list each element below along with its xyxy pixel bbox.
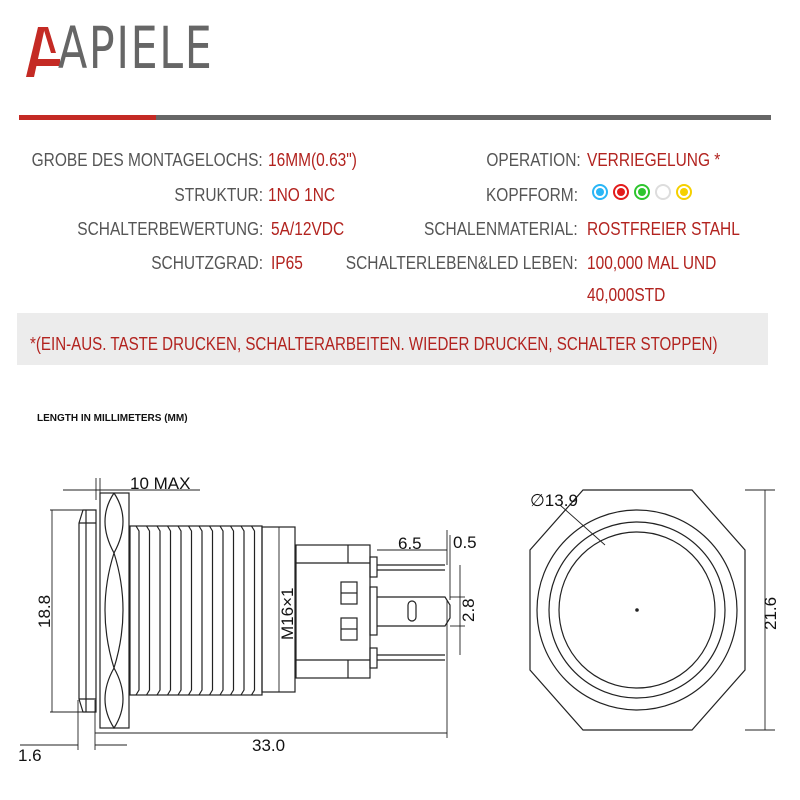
front-view [530,490,780,730]
spec-value-operation: VERRIEGELUNG * [587,150,721,170]
dim-hex: 21.6 [761,596,780,630]
threaded-body [130,526,262,695]
spec-value-shell-material: ROSTFREIER STAHL [587,219,740,239]
spec-label-protection: SCHUTZGRAD: [151,253,263,273]
thread-ridge [231,526,234,695]
spec-value-life-led: 40,000STD [587,285,666,305]
thread-ridge [178,526,181,695]
thread-ridge [252,526,255,695]
thread-ridge [210,526,213,695]
dim-head-diameter: 18.8 [35,594,54,628]
hex-nut [100,493,129,728]
spec-label-hole-size: GROBE DES MONTAGELOCHS: [31,150,263,170]
spec-label-rating: SCHALTERBEWERTUNG: [76,219,263,239]
operation-note: *(EIN-AUS. TASTE DRUCKEN, SCHALTERARBEITEN. WIEDER DRUCKEN, SCHALTER STOPPEN) [30,334,718,354]
spec-value-protection: IP65 [271,253,303,273]
thread-ridge [147,526,150,695]
spec-value-hole-size: 16MM(0.63") [268,150,357,170]
thread-ridge [199,526,202,695]
spec-label-head-shape: KOPFFORM: [485,185,578,205]
button-head [79,510,96,712]
units-label: LENGTH IN MILLIMETERS (MM) [37,413,188,424]
dim-length: 33.0 [252,736,286,755]
dim-nut: 10 MAX [130,474,191,493]
dim-flange: 1.6 [18,746,42,765]
thread-ridge [220,526,223,695]
spec-label-life: SCHALTERLEBEN&LED LEBEN: [346,253,578,273]
side-view [18,474,478,765]
dim-thread: M16×1 [278,587,297,640]
thread-ridge [241,526,244,695]
spec-label-structure: STRUKTUR: [174,185,263,205]
dim-pin-length: 6.5 [398,534,422,553]
spec-value-structure: 1NO 1NC [268,185,336,205]
spec-label-shell-material: SCHALENMATERIAL: [424,219,578,239]
spec-label-operation: OPERATION: [486,150,581,170]
thread-ridge [189,526,192,695]
terminal-pins [370,557,450,668]
dim-pin-thickness: 0.5 [453,533,477,552]
dim-cap-diameter: ∅13.9 [530,491,578,510]
spec-value-rating: 5A/12VDC [271,219,345,239]
brand-name: APIELE [58,14,214,82]
thread-ridge [157,526,160,695]
dim-pin-width: 2.8 [459,598,478,622]
thread-ridge [168,526,171,695]
dimension-lines [20,478,465,750]
switch-body [296,545,370,678]
spec-value-life: 100,000 MAL UND [587,253,717,273]
thread-ridge [136,526,139,695]
